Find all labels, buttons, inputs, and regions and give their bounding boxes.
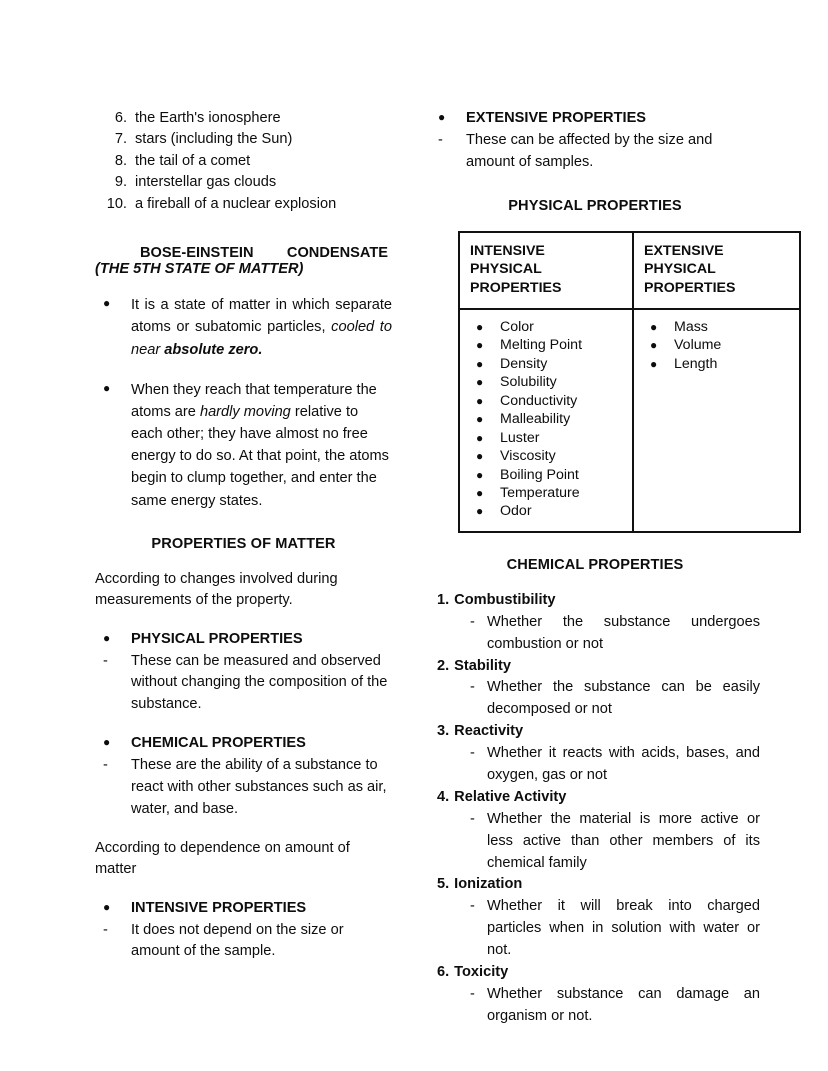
dash-icon: -: [470, 985, 475, 1002]
list-item: [470, 373, 622, 391]
list-item: [430, 874, 760, 962]
list-item-text: stars (including the Sun): [135, 131, 293, 148]
bullet-icon: ●: [650, 338, 658, 353]
chemical-property-sub: [430, 612, 760, 656]
bullet-text: [131, 379, 392, 512]
list-item: [644, 336, 789, 354]
extensive-properties-pair: [430, 108, 760, 174]
bullet-icon: ●: [476, 375, 484, 390]
bullet-icon: ●: [476, 356, 484, 371]
bose-einstein-heading-word-1: BOSE-EINSTEIN: [140, 245, 254, 262]
chemical-property-title: [430, 656, 760, 678]
bose-einstein-heading-word-2: CONDENSATE: [286, 245, 388, 262]
intensive-properties-pair: [95, 898, 392, 964]
physical-properties-table-heading: PHYSICAL PROPERTIES: [508, 197, 682, 214]
physical-properties-description: These can be measured and observed without changing the composition of the substance.: [131, 652, 388, 713]
extensive-items-list: [644, 318, 789, 373]
chemical-properties-description: These are the ability of a substance to react with other substances such as air, water, and base.: [131, 757, 387, 817]
properties-of-matter-heading: PROPERTIES OF MATTER: [151, 535, 336, 552]
chemical-property-number: 4.: [437, 788, 450, 805]
list-item-text: Boiling Point: [500, 466, 579, 483]
bullet-icon: ●: [476, 504, 484, 519]
list-item: [430, 590, 760, 656]
chemical-property-title: [430, 962, 760, 984]
list-item-text: the Earth's ionosphere: [135, 110, 281, 126]
list-item: [470, 392, 622, 410]
dash-icon: -: [103, 921, 108, 938]
chemical-property-title: [430, 721, 760, 743]
list-item-text: Luster: [500, 429, 540, 446]
header-line: PROPERTIES: [644, 280, 736, 297]
physical-properties-label-row: [95, 629, 392, 651]
chemical-properties-section-heading: CHEMICAL PROPERTIES: [506, 556, 684, 573]
table-header-cell-intensive: [459, 232, 633, 309]
list-item: [470, 502, 622, 520]
chemical-property-number: 1.: [437, 591, 450, 608]
chemical-property-title: [430, 787, 760, 809]
chemical-property-description: Whether substance can damage an organism or not.: [487, 985, 760, 1024]
list-item-text: Odor: [500, 503, 532, 520]
extensive-properties-label-row: [430, 108, 760, 130]
list-item: [430, 721, 760, 787]
intensive-items-list: [470, 318, 622, 521]
bullet-text-run: When they reach that temperature the atoms are: [131, 381, 377, 420]
left-column: [95, 108, 392, 963]
list-item-number: 7.: [114, 131, 127, 148]
dash-icon: -: [470, 745, 475, 762]
dash-icon: -: [470, 613, 475, 630]
intensive-properties-label-row: [95, 898, 392, 920]
chemical-properties-pair: [95, 733, 392, 821]
chemical-property-name: Toxicity: [454, 964, 509, 980]
list-item-text: Solubility: [500, 374, 557, 391]
chemical-property-name: Relative Activity: [454, 788, 567, 805]
bullet-text-italic-run: hardly moving: [199, 403, 291, 420]
bullet-icon: ●: [650, 319, 658, 334]
extensive-properties-desc-row: [430, 130, 760, 174]
chemical-property-title: [430, 590, 760, 612]
bullet-icon: ●: [476, 319, 484, 334]
chemical-property-name: Combustibility: [454, 591, 556, 608]
physical-properties-table: [458, 231, 801, 533]
list-item: [470, 336, 622, 354]
list-item-text: Density: [500, 355, 548, 372]
table-header-cell-extensive: [633, 232, 800, 309]
list-item-number: 10.: [106, 195, 127, 212]
dash-icon: -: [438, 131, 443, 148]
bose-einstein-subheading: (THE 5TH STATE OF MATTER): [95, 261, 304, 278]
chemical-property-name: Reactivity: [454, 723, 524, 740]
bullet-icon: ●: [103, 899, 111, 914]
bose-einstein-heading: [95, 245, 392, 261]
bullet-icon: ●: [438, 110, 446, 124]
bullet-icon: ●: [103, 296, 111, 311]
list-item: [430, 962, 760, 1028]
header-line: PHYSICAL: [644, 261, 716, 278]
list-item-text: Temperature: [500, 484, 580, 501]
list-item: [470, 466, 622, 484]
bullet-icon: ●: [476, 485, 484, 500]
table-cell-intensive-items: [459, 309, 633, 532]
bullet-text: [131, 294, 392, 361]
list-item: [644, 355, 789, 373]
chemical-property-sub: [430, 896, 760, 962]
table-cell-extensive-items: [633, 309, 800, 532]
list-item-text: Viscosity: [500, 448, 556, 465]
list-item-text: the tail of a comet: [135, 152, 251, 169]
list-item-text: a fireball of a nuclear explosion: [135, 195, 337, 212]
chemical-property-description: Whether the material is more active or less active than other members of its chemical family: [487, 810, 760, 871]
table-header-intensive: [470, 242, 622, 298]
list-item-text: Length: [674, 355, 718, 372]
dash-icon: -: [470, 898, 475, 915]
list-item: [430, 656, 760, 722]
bullet-icon: ●: [476, 393, 484, 408]
list-item: [95, 108, 392, 129]
list-item: [95, 172, 392, 193]
chemical-property-sub: [430, 743, 760, 787]
list-item: [430, 787, 760, 875]
bullet-icon: ●: [103, 630, 111, 645]
chemical-property-number: 2.: [437, 657, 450, 674]
extensive-properties-description: These can be affected by the size and amount of samples.: [466, 131, 713, 170]
intensive-properties-desc-row: [95, 920, 392, 964]
dash-icon: -: [103, 652, 108, 669]
bullet-text-tail-run: relative to each other; they have almost no free energy to do so. At that point, the atoms begin to clump together, and enter the same energy states.: [131, 403, 389, 509]
bullet-icon: ●: [476, 430, 484, 445]
table-body-row: [459, 309, 800, 532]
properties-intro-2: According to dependence on amount of matter: [95, 839, 350, 878]
bullet-text-italic-run: cooled to near: [131, 319, 392, 358]
chemical-properties-label-row: [95, 733, 392, 755]
properties-intro-1: According to changes involved during measurements of the property.: [95, 570, 338, 609]
bullet-icon: ●: [476, 449, 484, 464]
list-item: [470, 355, 622, 373]
chemical-property-description: Whether it will break into charged particles when in solution with water or not.: [487, 898, 760, 959]
list-item: [95, 129, 392, 150]
dash-icon: -: [470, 679, 475, 696]
table-header-row: [459, 232, 800, 309]
physical-properties-pair: [95, 629, 392, 717]
chemical-property-sub: [430, 677, 760, 721]
list-item-text: Mass: [674, 318, 708, 335]
bullet-icon: ●: [476, 467, 484, 482]
physical-properties-label: PHYSICAL PROPERTIES: [131, 630, 303, 647]
dash-icon: -: [470, 810, 475, 827]
list-item: [95, 379, 392, 512]
right-column: [430, 108, 760, 1028]
header-line: PHYSICAL: [470, 261, 542, 278]
list-item: [95, 194, 392, 215]
chemical-property-title: [430, 874, 760, 896]
plasma-examples-list: [95, 108, 392, 215]
bullet-text-bold-italic-run: absolute zero.: [164, 341, 263, 358]
intensive-properties-label: INTENSIVE PROPERTIES: [131, 899, 307, 916]
list-item-text: Malleability: [500, 411, 571, 428]
chemical-property-name: Ionization: [454, 876, 523, 893]
chemical-property-description: Whether it reacts with acids, bases, and oxygen, gas or not: [487, 745, 760, 783]
chemical-property-number: 5.: [437, 876, 450, 893]
list-item: [470, 447, 622, 465]
bose-einstein-bullets: [95, 294, 392, 512]
list-item: [95, 151, 392, 172]
list-item-number: 6.: [114, 110, 127, 126]
list-item: [470, 318, 622, 336]
header-line: INTENSIVE: [470, 242, 545, 259]
chemical-properties-label: CHEMICAL PROPERTIES: [131, 735, 306, 752]
dash-icon: -: [103, 757, 108, 774]
chemical-property-sub: [430, 809, 760, 875]
list-item-text: Melting Point: [500, 337, 583, 354]
list-item: [470, 484, 622, 502]
bullet-icon: ●: [103, 380, 111, 395]
intensive-properties-description: It does not depend on the size or amount of the sample.: [131, 921, 344, 960]
chemical-properties-list: [430, 590, 760, 1028]
physical-properties-desc-row: [95, 651, 392, 717]
header-line: EXTENSIVE: [644, 242, 724, 259]
bullet-icon: ●: [476, 412, 484, 427]
chemical-property-sub: [430, 984, 760, 1028]
bullet-text-run: It is a state of matter in which separate atoms or subatomic particles,: [131, 297, 392, 336]
list-item-text: Volume: [674, 337, 722, 354]
list-item: [644, 318, 789, 336]
list-item: [470, 429, 622, 447]
list-item-text: interstellar gas clouds: [135, 174, 277, 191]
bullet-icon: ●: [650, 356, 658, 371]
list-item: [95, 294, 392, 361]
bullet-icon: ●: [103, 735, 111, 750]
header-line: PROPERTIES: [470, 280, 562, 297]
list-item: [470, 410, 622, 428]
table-header-extensive: [644, 242, 789, 298]
list-item-text: Conductivity: [500, 392, 578, 409]
extensive-properties-label: EXTENSIVE PROPERTIES: [466, 110, 647, 126]
list-item-number: 9.: [114, 174, 127, 191]
bullet-icon: ●: [476, 338, 484, 353]
chemical-property-description: Whether the substance can be easily decomposed or not: [487, 679, 760, 718]
chemical-property-name: Stability: [454, 657, 511, 674]
list-item-number: 8.: [114, 152, 127, 169]
chemical-property-number: 6.: [437, 964, 450, 980]
chemical-properties-desc-row: [95, 755, 392, 821]
chemical-property-number: 3.: [437, 723, 450, 740]
list-item-text: Color: [500, 318, 534, 335]
chemical-property-description: Whether the substance undergoes combustion or not: [487, 613, 760, 652]
